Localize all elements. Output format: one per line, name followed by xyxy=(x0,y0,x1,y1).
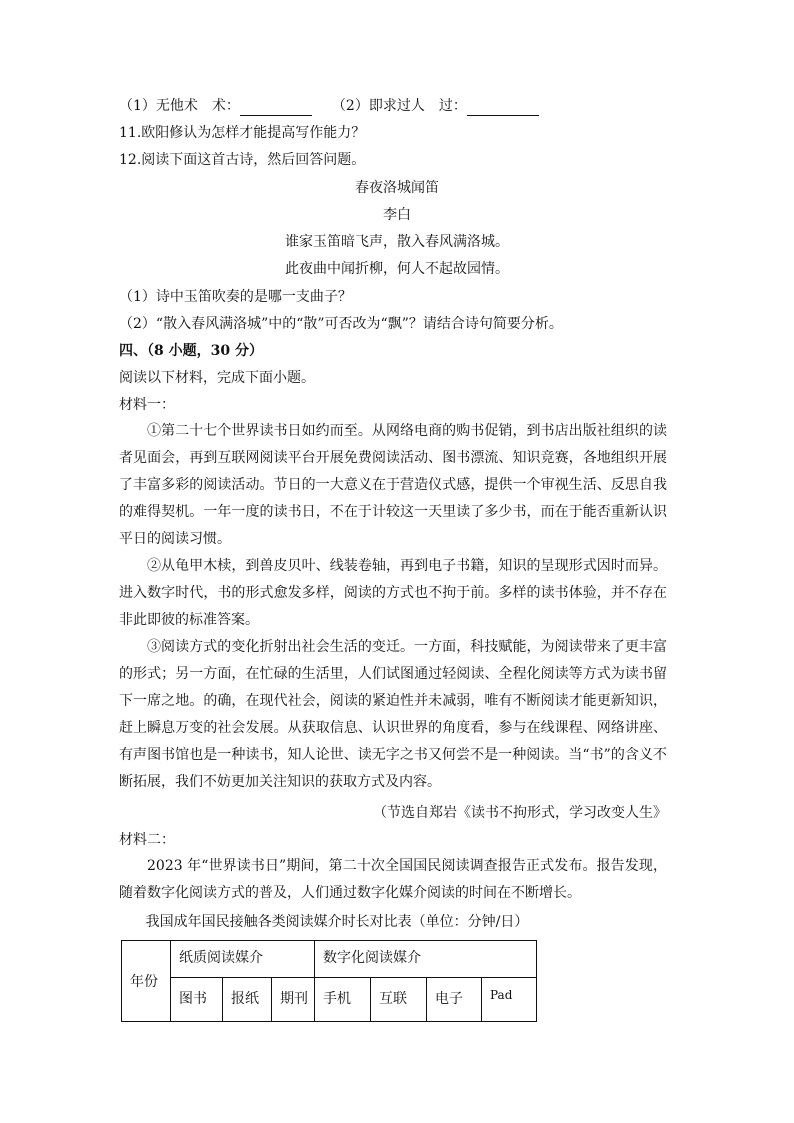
table-year-header: 年份 xyxy=(122,941,171,1022)
q10-item2-label: （2）即求过人 过： xyxy=(331,98,467,114)
material2-para: 2023 年“世界读书日”期间，第二十次全国国民阅读调查报告正式发布。报告发现，随着数字化阅读方式的普及，人们通过数字化媒介阅读的时间在不断增长。 xyxy=(119,858,667,901)
material1-para2: ②从龟甲木椟，到兽皮贝叶、线装卷轴，再到电子书籍，知识的呈现形式因时而异。进入数字时代，书的形式愈发多样，阅读的方式也不拘于前。多样的读书体验，并不存在非此即彼的标准答案。 xyxy=(119,558,667,628)
poem-title: 春夜洛城闻笛 xyxy=(355,180,439,196)
table-group-paper: 纸质阅读媒介 xyxy=(171,941,315,978)
table-group-digital: 数字化阅读媒介 xyxy=(315,941,537,978)
material1-para1: ①第二十七个世界读书日如约而至。从网络电商的购书促销，到书店出版社组织的读者见面会，再到互联网阅读平台开展免费阅读活动、图书漂流、知识竞赛，各地组织开展了丰富多彩的阅读活动。节日的一大意义在于营造仪式感，提供一个审视生活、反思自我的难得契机。一年一度的读书日，不在于计较这一天里读了多少书，而在于能否重新认识平日的阅读习惯。 xyxy=(119,423,667,547)
media-table xyxy=(121,940,537,1022)
q10-items xyxy=(119,96,539,116)
table-caption: 我国成年国民接触各类阅读媒介时长对比表（单位：分钟/日） xyxy=(145,914,529,930)
section4-instruction: 阅读以下材料，完成下面小题。 xyxy=(119,370,315,386)
poem-line-1: 谁家玉笛暗飞声，散入春风满洛城。 xyxy=(285,234,509,250)
poem-author: 李白 xyxy=(383,207,411,223)
section4-heading: 四、（8 小题，30 分） xyxy=(119,343,263,359)
q10-item1-blank[interactable] xyxy=(240,101,312,116)
table-col-internet: 互联 xyxy=(371,978,427,1022)
table-col-book: 图书 xyxy=(171,978,223,1022)
table-col-phone: 手机 xyxy=(315,978,371,1022)
q12-intro: 12.阅读下面这首古诗，然后回答问题。 xyxy=(119,152,366,168)
material2-label: 材料二： xyxy=(119,832,175,848)
table-col-ereader: 电子 xyxy=(427,978,482,1022)
material1-para3: ③阅读方式的变化折射出社会生活的变迁。一方面，科技赋能，为阅读带来了更丰富的形式；另一方面，在忙碌的生活里，人们试图通过轻阅读、全程化阅读等方式为读书留下一席之地。的确，在现代社会，阅读的紧迫性并未减弱，唯有不断阅读才能更新知识，赶上瞬息万变的社会发展。从获取信息、认识世界的角度看，参与在线课程、网络讲座、有声图书馆也是一种读书，知人论世、读无字之书又何尝不是一种阅读。当“书”的含义不断拓展，我们不妨更加关注知识的获取方式及内容。 xyxy=(119,639,667,790)
table-col-newspaper: 报纸 xyxy=(223,978,272,1022)
table-col-pad: Pad xyxy=(482,978,537,1022)
q10-item2-blank[interactable] xyxy=(467,101,539,116)
material1-source: （节选自郑岩《读书不拘形式，学习改变人生》 xyxy=(373,805,667,821)
q11-text: 11.欧阳修认为怎样才能提高写作能力？ xyxy=(119,125,366,141)
q10-item1-label: （1）无他术 术： xyxy=(119,98,240,114)
material1-label: 材料一： xyxy=(119,397,175,413)
q12-sub2: （2）“散入春风满洛城”中的“散”可否改为“飘”？请结合诗句简要分析。 xyxy=(119,316,563,332)
poem-line-2: 此夜曲中闻折柳，何人不起故园情。 xyxy=(285,261,509,277)
q12-sub1: （1）诗中玉笛吹奏的是哪一支曲子？ xyxy=(119,289,352,305)
table-col-magazine: 期刊 xyxy=(272,978,315,1022)
